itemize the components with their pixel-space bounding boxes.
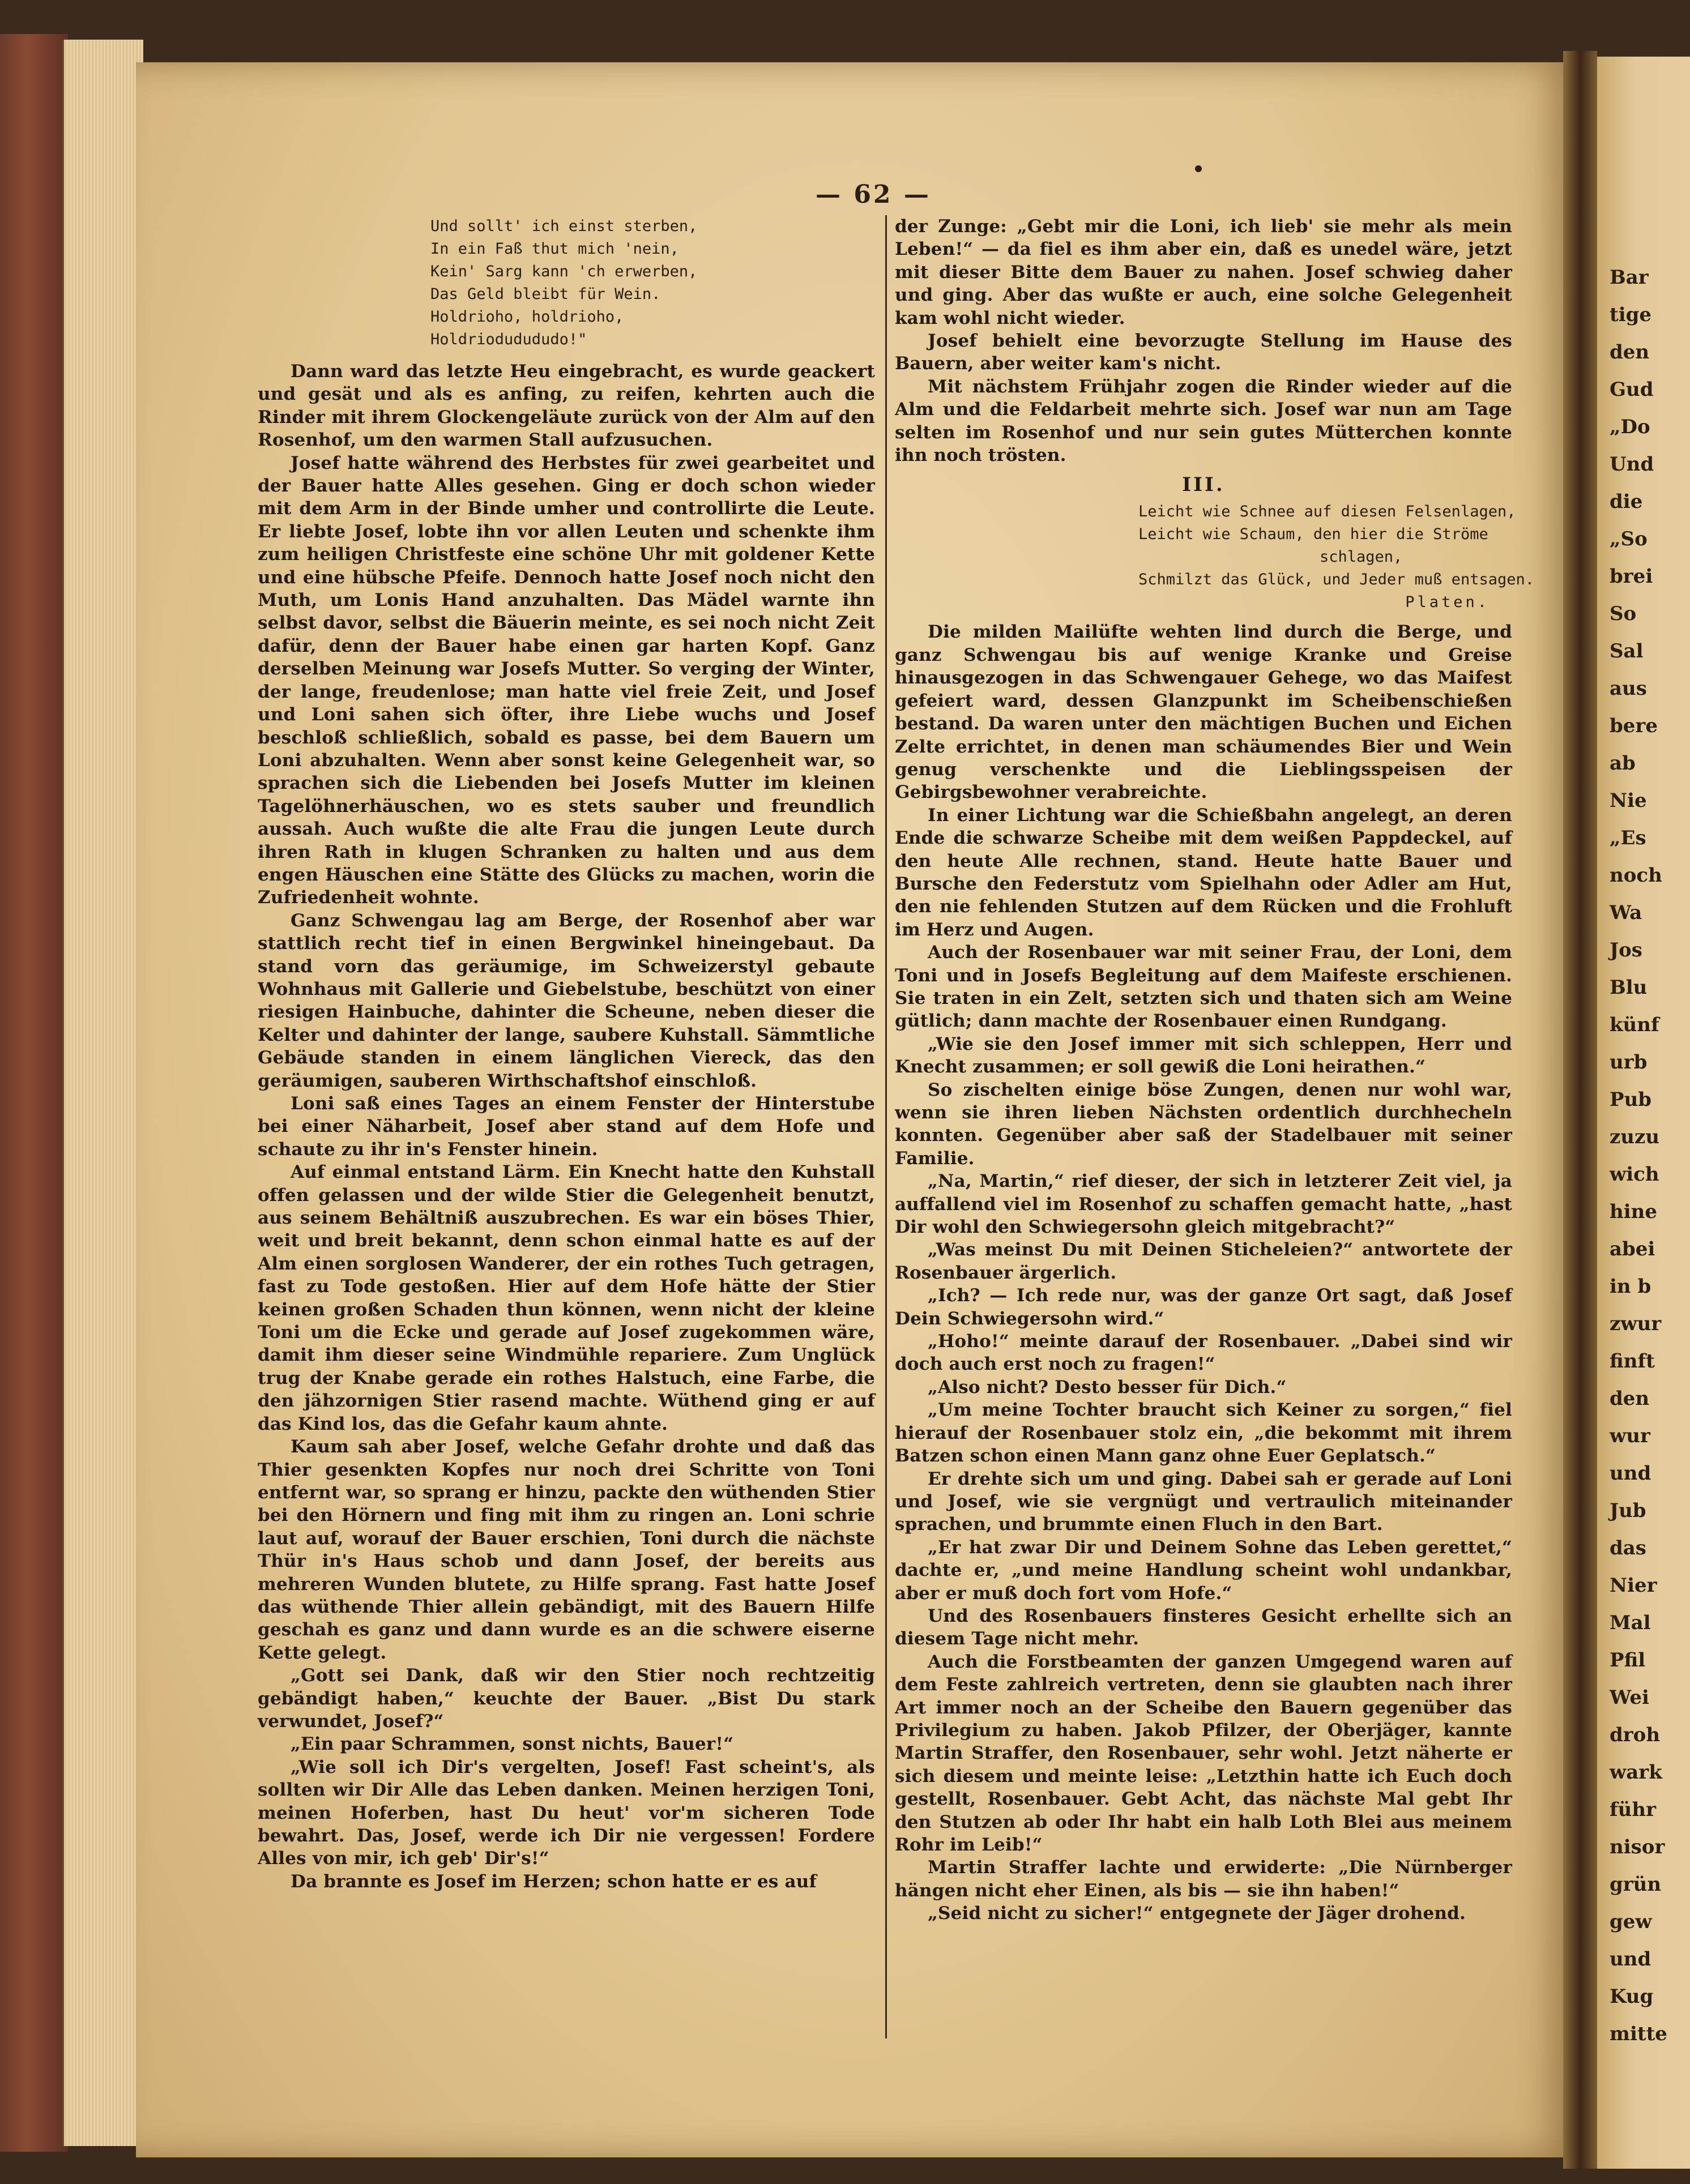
verse-line: Holdrioho, holdrioho, [430, 308, 624, 326]
next-page-fragment: hine [1610, 1200, 1657, 1223]
next-page-fragment: „Es [1610, 827, 1646, 849]
next-page-fragment: zuzu [1610, 1126, 1660, 1148]
paragraph: Mit nächstem Frühjahr zogen die Rinder wieder auf die Alm und die Feldarbeit mehrte sich. Josef war nun am Tage selten im Rosenhof und nur sein gutes Mütterchen konnte ihn noch trösten. [895, 376, 1512, 466]
next-page-fragment: abei [1610, 1238, 1655, 1260]
paragraph: Auch der Rosenbauer war mit seiner Frau, der Loni, dem Toni und in Josefs Begleitung auf dem Maifeste erschienen. Sie traten in ein Zelt, setzten sich und thaten sich am Weine gütlich; dann machte der Rosenbauer einen Rundgang. [895, 942, 1512, 1032]
next-page-fragment: Pfil [1610, 1649, 1646, 1672]
paragraph: „Wie sie den Josef immer mit sich schleppen, Herr und Knecht zusammen; er soll gewiß die Loni heirathen.“ [895, 1033, 1512, 1078]
next-page-fragment: Kug [1610, 1985, 1654, 2008]
paragraph: Kaum sah aber Josef, welche Gefahr drohte und daß das Thier gesenkten Kopfes nur noch drei Schritte von Toni entfernt war, so sprang er hinzu, packte den wüthenden Stier bei den Hörnern und fing mit ihm zu ringen an. Loni schrie laut auf, worauf der Bauer erschien, Toni durch die nächste Thür in's Haus schob und dann Josef, der bereits aus mehreren Wunden blutete, zu Hilfe sprang. Fast hatte Josef das wüthende Thier allein gebändigt, mit des Bauern Hilfe geschah es ganz und dann wurde es an die schwere eiserne Kette gelegt. [258, 1437, 875, 1663]
next-page-fragment: So [1610, 602, 1637, 625]
next-page-fragment: mitte [1610, 2023, 1667, 2045]
next-page-fragment: den [1610, 341, 1650, 364]
next-page-fragment: das [1610, 1537, 1646, 1559]
left-paragraphs [258, 360, 875, 1893]
paragraph: Er drehte sich um und ging. Dabei sah er gerade auf Loni und Josef, wie sie vergnügt und vertraulich miteinander sprachen, und brummte einen Fluch in den Bart. [895, 1468, 1512, 1535]
paragraph: Dann ward das letzte Heu eingebracht, es wurde geackert und gesät und als es anfing, zu reifen, kehrten auch die Rinder mit ihrem Glockengeläute zurück von der Alm auf den Rosenhof, um den warmen Stall aufzusuchen. [258, 361, 875, 451]
next-page-fragment: „Do [1610, 416, 1650, 438]
paragraph: Martin Straffer lachte und erwiderte: „Die Nürnberger hängen nicht eher Einen, als bis — sie ihn haben!“ [895, 1857, 1512, 1901]
next-page-fragment: „So [1610, 528, 1648, 550]
next-page-fragment: wur [1610, 1425, 1650, 1447]
next-page-fragment: tige [1610, 304, 1652, 326]
paragraph: „Gott sei Dank, daß wir den Stier noch rechtzeitig gebändigt haben,“ keuchte der Bauer. „Bist Du stark verwundet, Josef?“ [258, 1665, 875, 1732]
paragraph: „Ein paar Schrammen, sonst nichts, Bauer!“ [291, 1734, 734, 1755]
next-page-fragment: Wei [1610, 1686, 1649, 1709]
verse-line: In ein Faß thut mich 'nein, [430, 240, 679, 258]
next-page-fragment: führ [1610, 1798, 1656, 1821]
next-page-fragment: Gud [1610, 378, 1654, 401]
paragraph: „Na, Martin,“ rief dieser, der sich in letzterer Zeit viel, ja auffallend viel im Rosenhof zu schaffen gemacht hatte, „hast Dir wohl den Schwiegersohn gleich mitgebracht?“ [895, 1171, 1512, 1238]
paragraph: der Zunge: „Gebt mir die Loni, ich lieb' sie mehr als mein Leben!“ — da fiel es ihm aber ein, daß es unedel wäre, jetzt mit dieser Bitte dem Bauer zu nahen. Josef schwieg daher und ging. Aber das wußte er auch, eine solche Gelegenheit kam wohl nicht wieder. [895, 216, 1512, 328]
left-verse [430, 215, 875, 351]
next-page-fragment: wark [1610, 1761, 1662, 1784]
next-page-fragment: gew [1610, 1911, 1652, 1933]
paragraph: „Was meinst Du mit Deinen Sticheleien?“ antwortete der Rosenbauer ärgerlich. [895, 1240, 1512, 1283]
page-number: — 62 — [816, 180, 931, 209]
next-page-fragment: noch [1610, 864, 1662, 887]
next-page-fragment: Jos [1610, 939, 1642, 961]
right-column [895, 215, 1534, 1925]
verse-line: Und sollt' ich einst sterben, [430, 217, 698, 235]
paragraph: „Er hat zwar Dir und Deinem Sohne das Leben gerettet,“ dachte er, „und meine Handlung scheint wohl undankbar, aber er muß doch fort vom Hofe.“ [895, 1537, 1512, 1604]
paragraph: Auch die Forstbeamten der ganzen Umgegend waren auf dem Feste zahlreich vertreten, denn sie glaubten nach ihrer Art immer noch an der Scheibe den Bauern gegenüber das Privilegium zu haben. Jakob Pfilzer, der Oberjäger, kannte Martin Straffer, den Rosenbauer, sehr wohl. Jetzt näherte er sich diesem und meinte leise: „Letzthin hatte ich Euch doch gestellt, Rosenbauer. Gebt Acht, das nächste Mal gebt Ihr den Stutzen ab oder Ihr habt ein halb Loth Blei aus meinem Rohr im Leib!“ [895, 1651, 1512, 1855]
next-page-fragment: und [1610, 1462, 1651, 1485]
verse-line: Das Geld bleibt für Wein. [430, 285, 661, 303]
page-stack-edge [62, 40, 143, 2146]
next-page-fragment: zwur [1610, 1313, 1662, 1335]
verse-line: Holdriodudududo!" [430, 331, 587, 348]
next-page-edge [1597, 57, 1690, 2169]
next-page-fragment: Bar [1610, 266, 1649, 289]
book-gutter [1563, 51, 1597, 2169]
paragraph: „Also nicht? Desto besser für Dich.“ [928, 1377, 1287, 1397]
paragraph: „Wie soll ich Dir's vergelten, Josef! Fast scheint's, als sollten wir Dir Alle das Leben danken. Meinen herzigen Toni, meinen Hoferben, hast Du heut' vor'm sicheren Tode bewahrt. Das, Josef, werde ich Dir nie vergessen! Fordere Alles von mir, ich geb' Dir's!“ [258, 1756, 875, 1869]
right-paragraphs-before [895, 215, 1512, 467]
paragraph: „Seid nicht zu sicher!“ entgegnete der Jäger drohend. [928, 1903, 1466, 1924]
next-page-fragment: Nie [1610, 789, 1647, 812]
next-page-fragment: brei [1610, 565, 1653, 588]
next-page-fragment: den [1610, 1387, 1650, 1410]
paragraph: Josef hatte während des Herbstes für zwei gearbeitet und der Bauer hatte Alles gesehen. Ging er doch schon wieder mit dem Arm in der Binde umher und controllirte die Leute. Er liebte Josef, lobte ihn vor allen Leuten und schenkte ihm zum heiligen Christfeste eine schöne Uhr mit goldener Kette und eine hübsche Pfeife. Dennoch hatte Josef noch nicht den Muth, um Lonis Hand anzuhalten. Das Mädel warnte ihn selbst davor, selbst die Bäuerin meinte, es sei noch nicht Zeit dafür, denn der Bauer habe einen gar harten Kopf. Ganz derselben Meinung war Josefs Mutter. So verging der Winter, der lange, freudenlose; man hatte viel freie Zeit, und Josef und Loni sahen sich öfter, ihre Liebe wuchs und Josef beschloß schließlich, sobald es passe, bei dem Bauern um Loni abzuhalten. Wenn aber sonst keine Gelegenheit war, so sprachen sich die Liebenden bei Josefs Mutter im kleinen Tagelöhnerhäuschen, wo es stets sauber und freundlich aussah. Auch wußte die alte Frau die jungen Leute durch ihren Rath in klugen Schranken zu halten und aus dem engen Häuschen eine Stätte des Glücks zu machen, worin die Zufriedenheit wohnte. [258, 452, 875, 908]
paragraph: In einer Lichtung war die Schießbahn angelegt, an deren Ende die schwarze Scheibe mit dem weißen Pappdeckel, auf den heute Alle rechnen, stand. Heute hatte Bauer und Bursche den Federstutz vom Spielhahn oder Adler am Hut, den nie fehlenden Stutzen auf dem Rücken und die Frohluft im Herz und Augen. [895, 805, 1512, 940]
right-paragraphs-after [895, 621, 1512, 1925]
paragraph: Auf einmal entstand Lärm. Ein Knecht hatte den Kuhstall offen gelassen und der wilde Stier die Gelegenheit benutzt, aus seinem Behältniß auszubrechen. Es war ein böses Thier, weit und breit bekannt, denn schon einmal hatte es auf der Alm einen sorglosen Wanderer, der ein rothes Tuch getragen, fast zu Tode gestoßen. Hier auf dem Hofe hätte der Stier keinen großen Schaden thun können, wenn nicht der kleine Toni um die Ecke und gerade auf Josef zugekommen wäre, damit ihm dieser seine Windmühle repariere. Zum Unglück trug der Knabe gerade ein rothes Halstuch, eine Farbe, die den jähzornigen Stier rasend machte. Wüthend ging er auf das Kind los, das die Gefahr kaum ahnte. [258, 1162, 875, 1434]
verse-line: Leicht wie Schnee auf diesen Felsenlagen, [1138, 503, 1516, 521]
column-divider [885, 215, 887, 2038]
verse-line: Leicht wie Schaum, den hier die Ströme [1138, 525, 1488, 544]
next-page-fragment: finft [1610, 1350, 1655, 1373]
next-page-fragment: und [1610, 1948, 1651, 1971]
paragraph: Josef behielt eine bevorzugte Stellung im Hause des Bauern, aber weiter kam's nicht. [895, 331, 1512, 374]
next-page-fragment: Wa [1610, 901, 1642, 924]
verse-line: Kein' Sarg kann 'ch erwerben, [430, 263, 698, 280]
next-page-fragment: Und [1610, 453, 1654, 476]
paragraph: Ganz Schwengau lag am Berge, der Rosenhof aber war stattlich recht tief in einen Bergwinkel hineingebaut. Da stand vorn das geräumige, im Schweizerstyl gebaute Wohnhaus mit Gallerie und Giebelstube, beschützt von einer riesigen Hainbuche, dahinter die Scheune, neben dieser die Kelter und dahinter der lange, saubere Kuhstall. Sämmtliche Gebäude standen in einem länglichen Viereck, das den geräumigen, sauberen Wirthschaftshof einschloß. [258, 910, 875, 1091]
verse-author: Platen. [1405, 593, 1490, 612]
section-heading: III. [1182, 473, 1225, 497]
next-page-fragment: Jub [1610, 1499, 1646, 1522]
next-page-fragment: Pub [1610, 1088, 1652, 1111]
next-page-fragment: Sal [1610, 640, 1644, 663]
paragraph: Loni saß eines Tages an einem Fenster der Hinterstube bei einer Näharbeit, Josef aber stand auf dem Hofe und schaute zu ihr in's Fenster hinein. [258, 1093, 875, 1160]
book-cover-edge [0, 34, 68, 2152]
next-page-fragment: die [1610, 490, 1643, 513]
paragraph: Da brannte es Josef im Herzen; schon hatte er es auf [291, 1871, 817, 1892]
next-page-fragment: Mal [1610, 1612, 1651, 1634]
next-page-fragment: wich [1610, 1163, 1659, 1186]
paragraph: Und des Rosenbauers finsteres Gesicht erhellte sich an diesem Tage nicht mehr. [895, 1605, 1512, 1649]
verse-line: schlagen, [1320, 548, 1403, 566]
next-page-fragment: Nier [1610, 1574, 1657, 1597]
left-column [258, 215, 875, 1893]
next-page-fragment: aus [1610, 677, 1647, 700]
paragraph: „Ich? — Ich rede nur, was der ganze Ort sagt, daß Josef Dein Schwiegersohn wird.“ [895, 1285, 1512, 1329]
paragraph: Die milden Mailüfte wehten lind durch die Berge, und ganz Schwengau bis auf wenige Kranke und Greise hinausgezogen in das Schwengauer Gehege, wo das Maifest gefeiert ward, dessen Glanzpunkt im Scheibenschießen bestand. Da waren unter den mächtigen Buchen und Eichen Zelte errichtet, in denen man schäumendes Bier und Wein genug verschenkte und die Lieblingsspeisen der Gebirgsbewohner verabreichte. [895, 622, 1512, 803]
next-page-fragment: bere [1610, 715, 1658, 737]
next-page-fragment: Blu [1610, 976, 1648, 999]
verse-line: Schmilzt das Glück, und Jeder muß entsagen. [1138, 571, 1534, 589]
next-page-fragment: künf [1610, 1014, 1659, 1036]
paragraph: „Um meine Tochter braucht sich Keiner zu sorgen,“ fiel hierauf der Rosenbauer stolz ein, „die bekommt mit ihrem Batzen schon einen Mann ganz ohne Euer Geplatsch.“ [895, 1400, 1512, 1467]
next-page-fragment: grün [1610, 1873, 1662, 1896]
paragraph: So zischelten einige böse Zungen, denen nur wohl war, wenn sie ihren lieben Nächsten ordentlich durchhecheln konnten. Gegenüber aber saß der Stadelbauer mit seiner Familie. [895, 1079, 1512, 1169]
next-page-fragment: in b [1610, 1275, 1651, 1298]
next-page-fragment: droh [1610, 1724, 1661, 1746]
next-page-fragment: ab [1610, 752, 1636, 775]
ink-spot [1195, 165, 1202, 172]
next-page-fragment: nisor [1610, 1836, 1665, 1858]
next-page-fragment: urb [1610, 1051, 1648, 1074]
paragraph: „Hoho!“ meinte darauf der Rosenbauer. „Dabei sind wir doch auch erst noch zu fragen!“ [895, 1331, 1512, 1375]
right-verse [1138, 501, 1534, 614]
